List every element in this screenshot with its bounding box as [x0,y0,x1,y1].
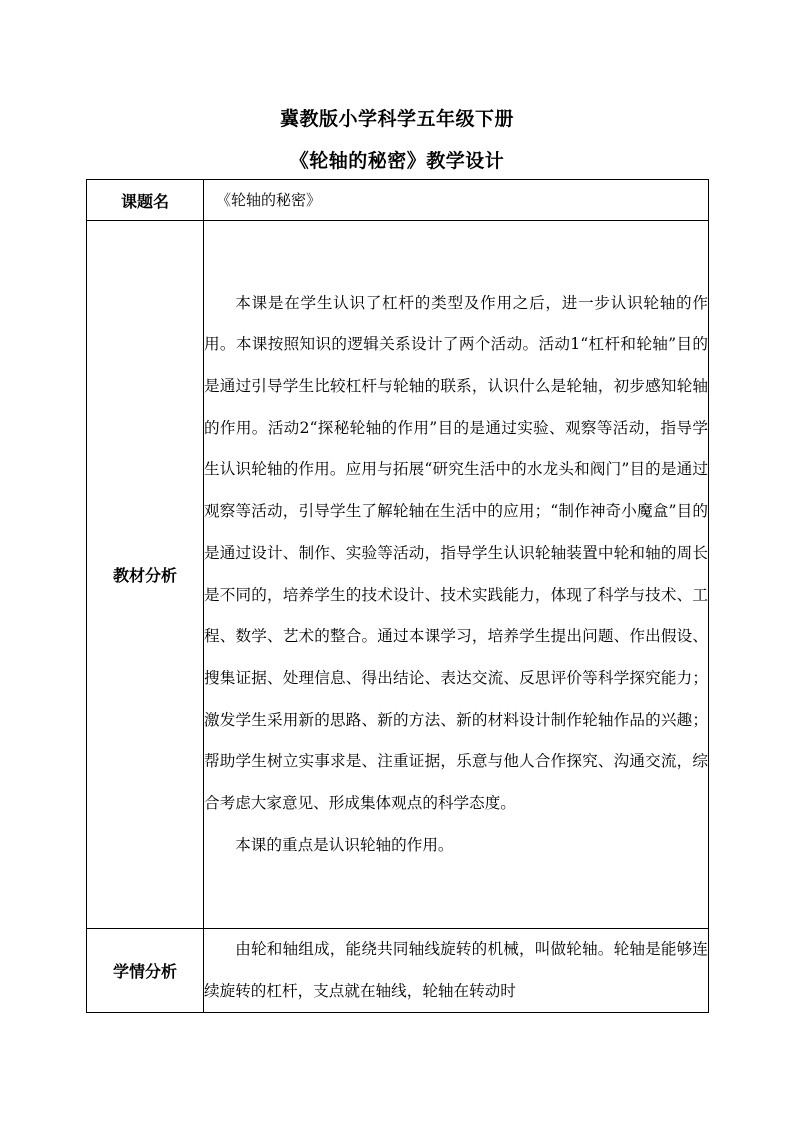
table-row-topic [87,180,709,221]
row-label-student-analysis: 学情分析 [87,929,204,1013]
row-label-topic: 课题名 [87,180,204,221]
document-subtitle: 《轮轴的秘密》教学设计 [289,150,505,172]
row-label-textbook-analysis: 教材分析 [87,221,204,929]
textbook-analysis-paragraph-1: 本课是在学生认识了杠杆的类型及作用之后，进一步认识轮轴的作用。本课按照知识的逻辑关系设计了两个活动。活动1“杠杆和轮轴”目的是通过引导学生比较杠杆与轮轴的联系，认识什么是轮轴，初步感知轮轴的作用。活动2“探秘轮轴的作用”目的是通过实验、观察等活动，指导学生认识轮轴的作用。应用与拓展“研究生活中的水龙头和阀门”目的是通过观察等活动，引导学生了解轮轴在生活中的应用；“制作神奇小魔盒”目的是通过设计、制作、实验等活动，指导学生认识轮轴装置中轮和轴的周长是不同的，培养学生的技术设计、技术实践能力，体现了科学与技术、工程、数学、艺术的整合。通过本课学习，培养学生提出问题、作出假设、搜集证据、处理信息、得出结论、表达交流、反思评价等科学探究能力；激发学生采用新的思路、新的方法、新的材料设计制作轮轴作品的兴趣；帮助学生树立实事求是、注重证据，乐意与他人合作探究、沟通交流，综合考虑大家意见、形成集体观点的科学态度。 [204,293,708,813]
document-title: 冀教版小学科学五年级下册 [279,108,514,130]
row-content-textbook-analysis [204,221,709,929]
row-content-student-analysis [204,929,709,1013]
textbook-analysis-paragraph-2: 本课的重点是认识轮轴的作用。 [235,835,454,854]
table-row-textbook-analysis [87,221,709,929]
table-row-student-analysis [87,929,709,1013]
row-content-topic: 《轮轴的秘密》 [204,180,709,221]
student-analysis-paragraph-1: 由轮和轴组成，能绕共同轴线旋转的机械，叫做轮轴。轮轴是能够连续旋转的杠杆，支点就在轴线，轮轴在转动时 [204,940,708,1000]
lesson-design-table [86,179,709,1013]
